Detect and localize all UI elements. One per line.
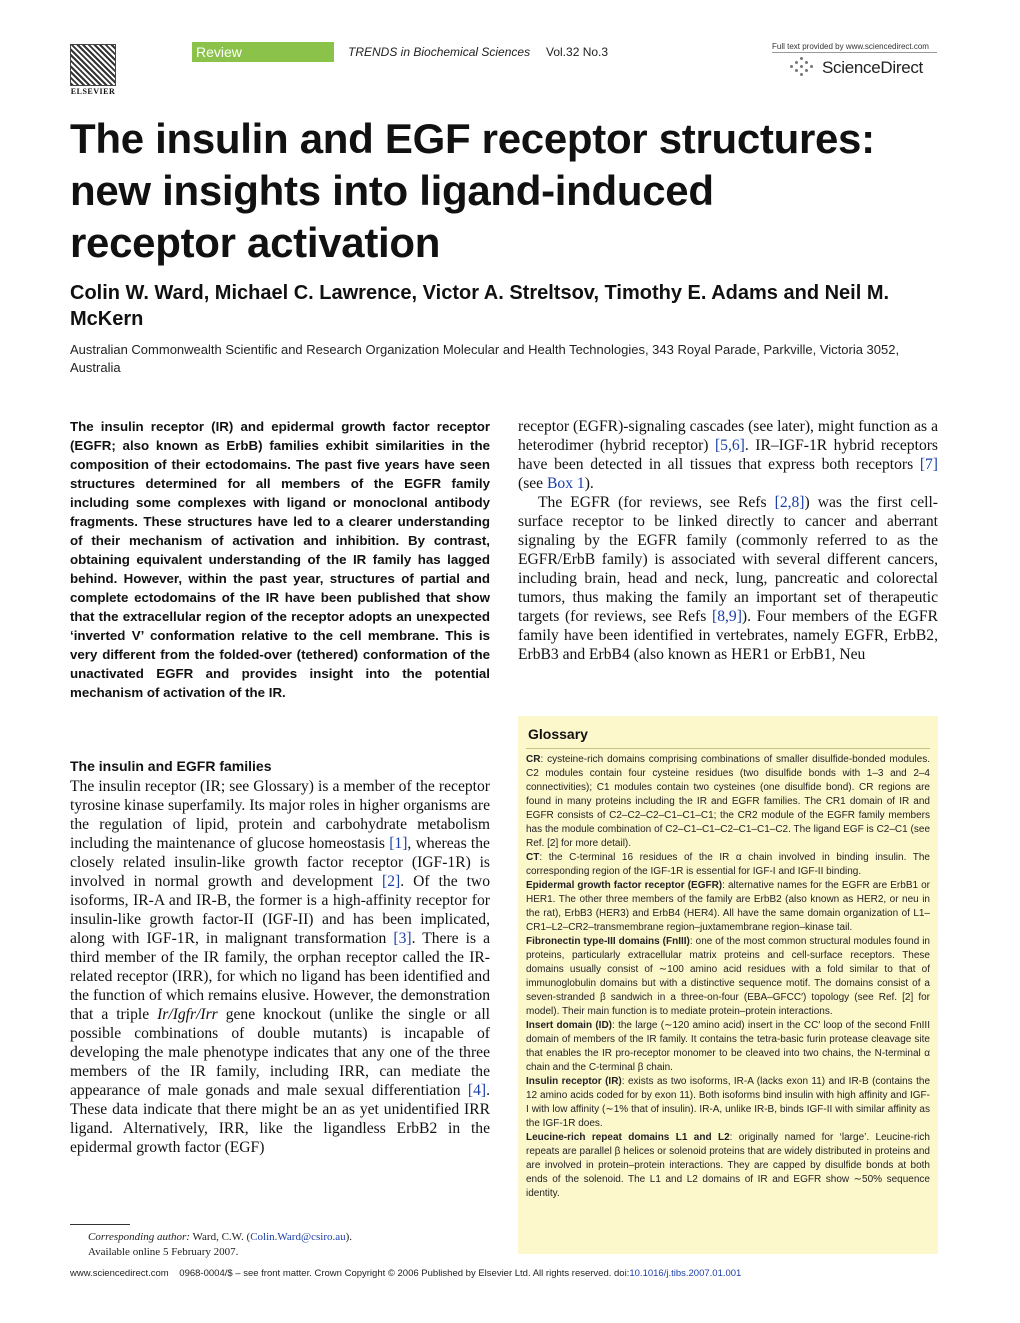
- reference-link[interactable]: [8,9]: [712, 608, 742, 625]
- journal-name: TRENDS in Biochemical Sciences: [348, 45, 531, 59]
- glossary-definition: : the large (∼120 amino acid) insert in the CC′ loop of the second FnIII domain of members of the IR family. It contains the tetra-basic furin protease cleavage site that enables the IR pro-receptor monomer to be cleaved into two chains, the N-terminal α chain and the C-terminal β chain.: [526, 1020, 930, 1073]
- glossary-definition: : originally named for ‘large’. Leucine-rich repeats are parallel β helices or solenoid proteins that are widely distributed in proteins and are involved in protein–protein interactions. They are capped by disulfide bonds at both ends of the solenoid. The L1 and L2 domains of IR and EGFR show ∼50% sequence identity.: [526, 1132, 930, 1199]
- glossary-box: [518, 716, 938, 1254]
- abstract: The insulin receptor (IR) and epidermal growth factor receptor (EGFR; also known as ErbB) families exhibit similarities in the composition of their ectodomains. The past five years have seen structures determined for all members of the EGFR family including some complexes with ligand or monoclonal antibody fragments. These structures have led to a clearer understanding of their mechanism of activation and inhibition. By contrast, obtaining equivalent understanding of the IR family has lagged behind. However, within the past year, structures of partial and complete ectodomains of the IR have been published that show that the extracellular region of the receptor adopts an unexpected ‘inverted V’ conformation relative to the cell membrane. This is very different from the folded-over (tethered) conformation of the unactivated EGFR and provides insight into the potential mechanism of activation of the IR.: [70, 419, 490, 700]
- body-text: The EGFR (for reviews, see Refs: [538, 494, 775, 511]
- elsevier-logo-text: ELSEVIER: [70, 87, 116, 96]
- reference-link[interactable]: [5,6]: [714, 437, 745, 454]
- glossary-term: Fibronectin type-III domains (FnIII): [526, 936, 690, 947]
- divider: [526, 748, 930, 749]
- doi-link[interactable]: 10.1016/j.tibs.2007.01.001: [629, 1268, 742, 1279]
- glossary-term: Insulin receptor (IR): [526, 1076, 622, 1087]
- article-authors: Colin W. Ward, Michael C. Lawrence, Victor A. Streltsov, Timothy E. Adams and Neil M. McKern: [70, 282, 890, 330]
- footer-site[interactable]: www.sciencedirect.com: [70, 1268, 169, 1279]
- glossary-list: [526, 753, 930, 1201]
- sciencedirect-dots-icon: [790, 57, 816, 77]
- glossary-entry: [526, 1075, 930, 1131]
- body-text: ) was the first cell-surface receptor to be linked directly to cancer and aberrant signaling by the EGFR family (commonly referred to as the EGFR/ErbB family) is associated with several different cancers, including brain, head and neck, lung, pancreatic and colorectal tumors, thus making the family an important set of therapeutic targets (for reviews, see Refs: [518, 494, 938, 625]
- glossary-definition: : exists as two isoforms, IR-A (lacks exon 11) and IR-B (contains the 12 amino acids coded for by exon 11). Both isoforms bind insulin with high affinity and IGF-I with low affinity (∼1% that of insulin). IR-A, unlike IR-B, binds IGF-II with similar affinity as the IGF-1R does.: [526, 1076, 931, 1129]
- box-link[interactable]: Box 1: [547, 475, 585, 492]
- section-heading: The insulin and EGFR families: [70, 758, 272, 774]
- reference-link[interactable]: [1]: [389, 835, 408, 852]
- glossary-definition: : the C-terminal 16 residues of the IR α chain involved in binding insulin. The corresponding region of the IGF-1R is essential for IGF-I and IGF-II binding.: [526, 852, 930, 877]
- elsevier-tree-icon: [70, 44, 116, 86]
- corresponding-author: Corresponding author: Ward, C.W. (Colin.Ward@csiro.au).: [88, 1231, 353, 1243]
- body-text: . Of the two isoforms, IR-A and IR-B, the former is a high-affinity receptor for insulin-like growth factor-II (IGF-II) and has been implicated, along with IGF-1R, in malignant transformation: [70, 873, 490, 947]
- glossary-term: Epidermal growth factor receptor (EGFR): [526, 880, 723, 891]
- email-link[interactable]: Colin.Ward@csiro.au: [250, 1231, 346, 1243]
- glossary-entry: [526, 851, 930, 879]
- reference-link[interactable]: [3]: [393, 930, 412, 947]
- glossary-title: Glossary: [528, 726, 588, 742]
- corresponding-name: Ward, C.W.: [192, 1231, 244, 1243]
- sciencedirect-logo[interactable]: ScienceDirect: [822, 58, 923, 77]
- glossary-definition: : cysteine-rich domains comprising combinations of smaller disulfide-bonded modules. C2 modules contain four cysteine residues (two disulfide bonds with 1–3 and 2–4 connectivities); C1 modules contain two cysteines (one disulfide bond). CR regions are found in many proteins including the IR and EGFR families. The CR1 domain of IR and EGFR consists of C2–C2–C2–C1–C1–C1; the CR2 module of the EGFR family members has the module combination of C2–C1–C1–C2–C1–C1–C2. The ligand EGF is C2–C1 (see Ref. [2] for more detail).: [526, 754, 930, 849]
- divider: [772, 52, 937, 53]
- available-online: Available online 5 February 2007.: [88, 1246, 239, 1258]
- body-text: . IR–IGF-1R hybrid receptors have been detected in all tissues that express both receptors: [518, 437, 938, 473]
- glossary-definition: : alternative names for the EGFR are ErbB1 or HER1. The other three members of the family are ErbB2 (also known as HER2, or neu in the rat), ErbB3 (HER3) and ErbB4 (HER4). All have the same domain organization of L1–CR1–L2–CR2–transmembrane region–juxtamembrane region–kinase tail.: [526, 880, 930, 933]
- footnote-divider: [70, 1224, 130, 1225]
- glossary-entry: [526, 879, 930, 935]
- glossary-entry: [526, 1019, 930, 1075]
- reference-link[interactable]: [7]: [919, 456, 938, 473]
- glossary-term: Leucine-rich repeat domains L1 and L2: [526, 1132, 730, 1143]
- footer-copyright: 0968-0004/$ – see front matter. Crown Copyright © 2006 Published by Elsevier Ltd. All rights reserved. doi:: [179, 1268, 630, 1279]
- body-left-column: [70, 777, 490, 1157]
- body-text: . There is a third member of the IR family, the orphan receptor called the IR-related receptor (IRR), for which no ligand has been identified and the function of which remains elusive. However, the demonstration that a triple: [70, 930, 491, 1023]
- page-footer: [70, 1268, 940, 1279]
- body-right-column: [518, 417, 938, 664]
- glossary-definition: : one of the most common structural modules found in proteins, particularly extracellular matrix proteins and cell-surface receptors. These domains usually consist of ∼100 amino acid residues with a fold similar to that of immunoglobulin domains but with a distinctive sequence motif. The domains consist of a seven-stranded β sandwich in a three-on-four (EBA–GFCC′) topology (see Ref. [2] for model). Their main function is to mediate protein–protein interactions.: [526, 936, 930, 1017]
- elsevier-logo: [70, 44, 116, 94]
- glossary-term: CR: [526, 754, 541, 765]
- body-text: ). Four members of the EGFR family have been identified in vertebrates, namely EGFR, ErbB2, ErbB3 and ErbB4 (also known as HER1 or ErbB1, Neu: [518, 608, 938, 663]
- reference-link[interactable]: [2,8]: [774, 494, 805, 511]
- glossary-term: Insert domain (ID): [526, 1020, 613, 1031]
- glossary-entry: [526, 1131, 930, 1201]
- reference-link[interactable]: [4]: [467, 1082, 487, 1099]
- body-text: , whereas the closely related insulin-like growth factor receptor (IGF-1R) is involved in normal growth and development: [70, 835, 490, 890]
- body-text: The insulin receptor (IR; see Glossary) is a member of the receptor tyrosine kinase superfamily. Its major roles in higher organisms are the regulation of lipid, protein and carbohydrate metabolism including the maintenance of glucose homeostasis: [70, 778, 490, 852]
- body-text: ).: [584, 475, 594, 492]
- fulltext-note[interactable]: Full text provided by www.sciencedirect.com: [772, 42, 929, 51]
- article-title: The insulin and EGF receptor structures: new insights into ligand-induced receptor activation: [70, 115, 875, 266]
- section-tag: Review: [192, 42, 334, 62]
- corresponding-label: Corresponding author:: [88, 1231, 190, 1243]
- article-affiliation: Australian Commonwealth Scientific and Research Organization Molecular and Health Technologies, 343 Royal Parade, Parkville, Victoria 3052, Australia: [70, 342, 900, 375]
- glossary-entry: [526, 753, 930, 851]
- reference-link[interactable]: [2]: [382, 873, 401, 890]
- footnote: [88, 1230, 488, 1260]
- body-text: (see: [518, 475, 548, 492]
- glossary-term: CT: [526, 852, 540, 863]
- gene-name: Ir/Igfr/Irr: [157, 1006, 218, 1023]
- body-text: . These data indicate that there might be an as yet unidentified IRR ligand. Alternatively, IRR, like the ligandless ErbB2 in the epidermal growth factor (EGF): [70, 1082, 490, 1156]
- glossary-entry: [526, 935, 930, 1019]
- journal-volume: Vol.32 No.3: [546, 45, 609, 59]
- body-text: receptor (EGFR)-signaling cascades (see later), might function as a heterodimer (hybrid receptor): [518, 418, 938, 454]
- body-text: gene knockout (unlike the single or all possible combinations of double mutants) is incapable of developing the male phenotype indicates that any one of the three members of the IR family, including IRR, can mediate the appearance of male gonads and male sexual differentiation: [70, 1006, 490, 1099]
